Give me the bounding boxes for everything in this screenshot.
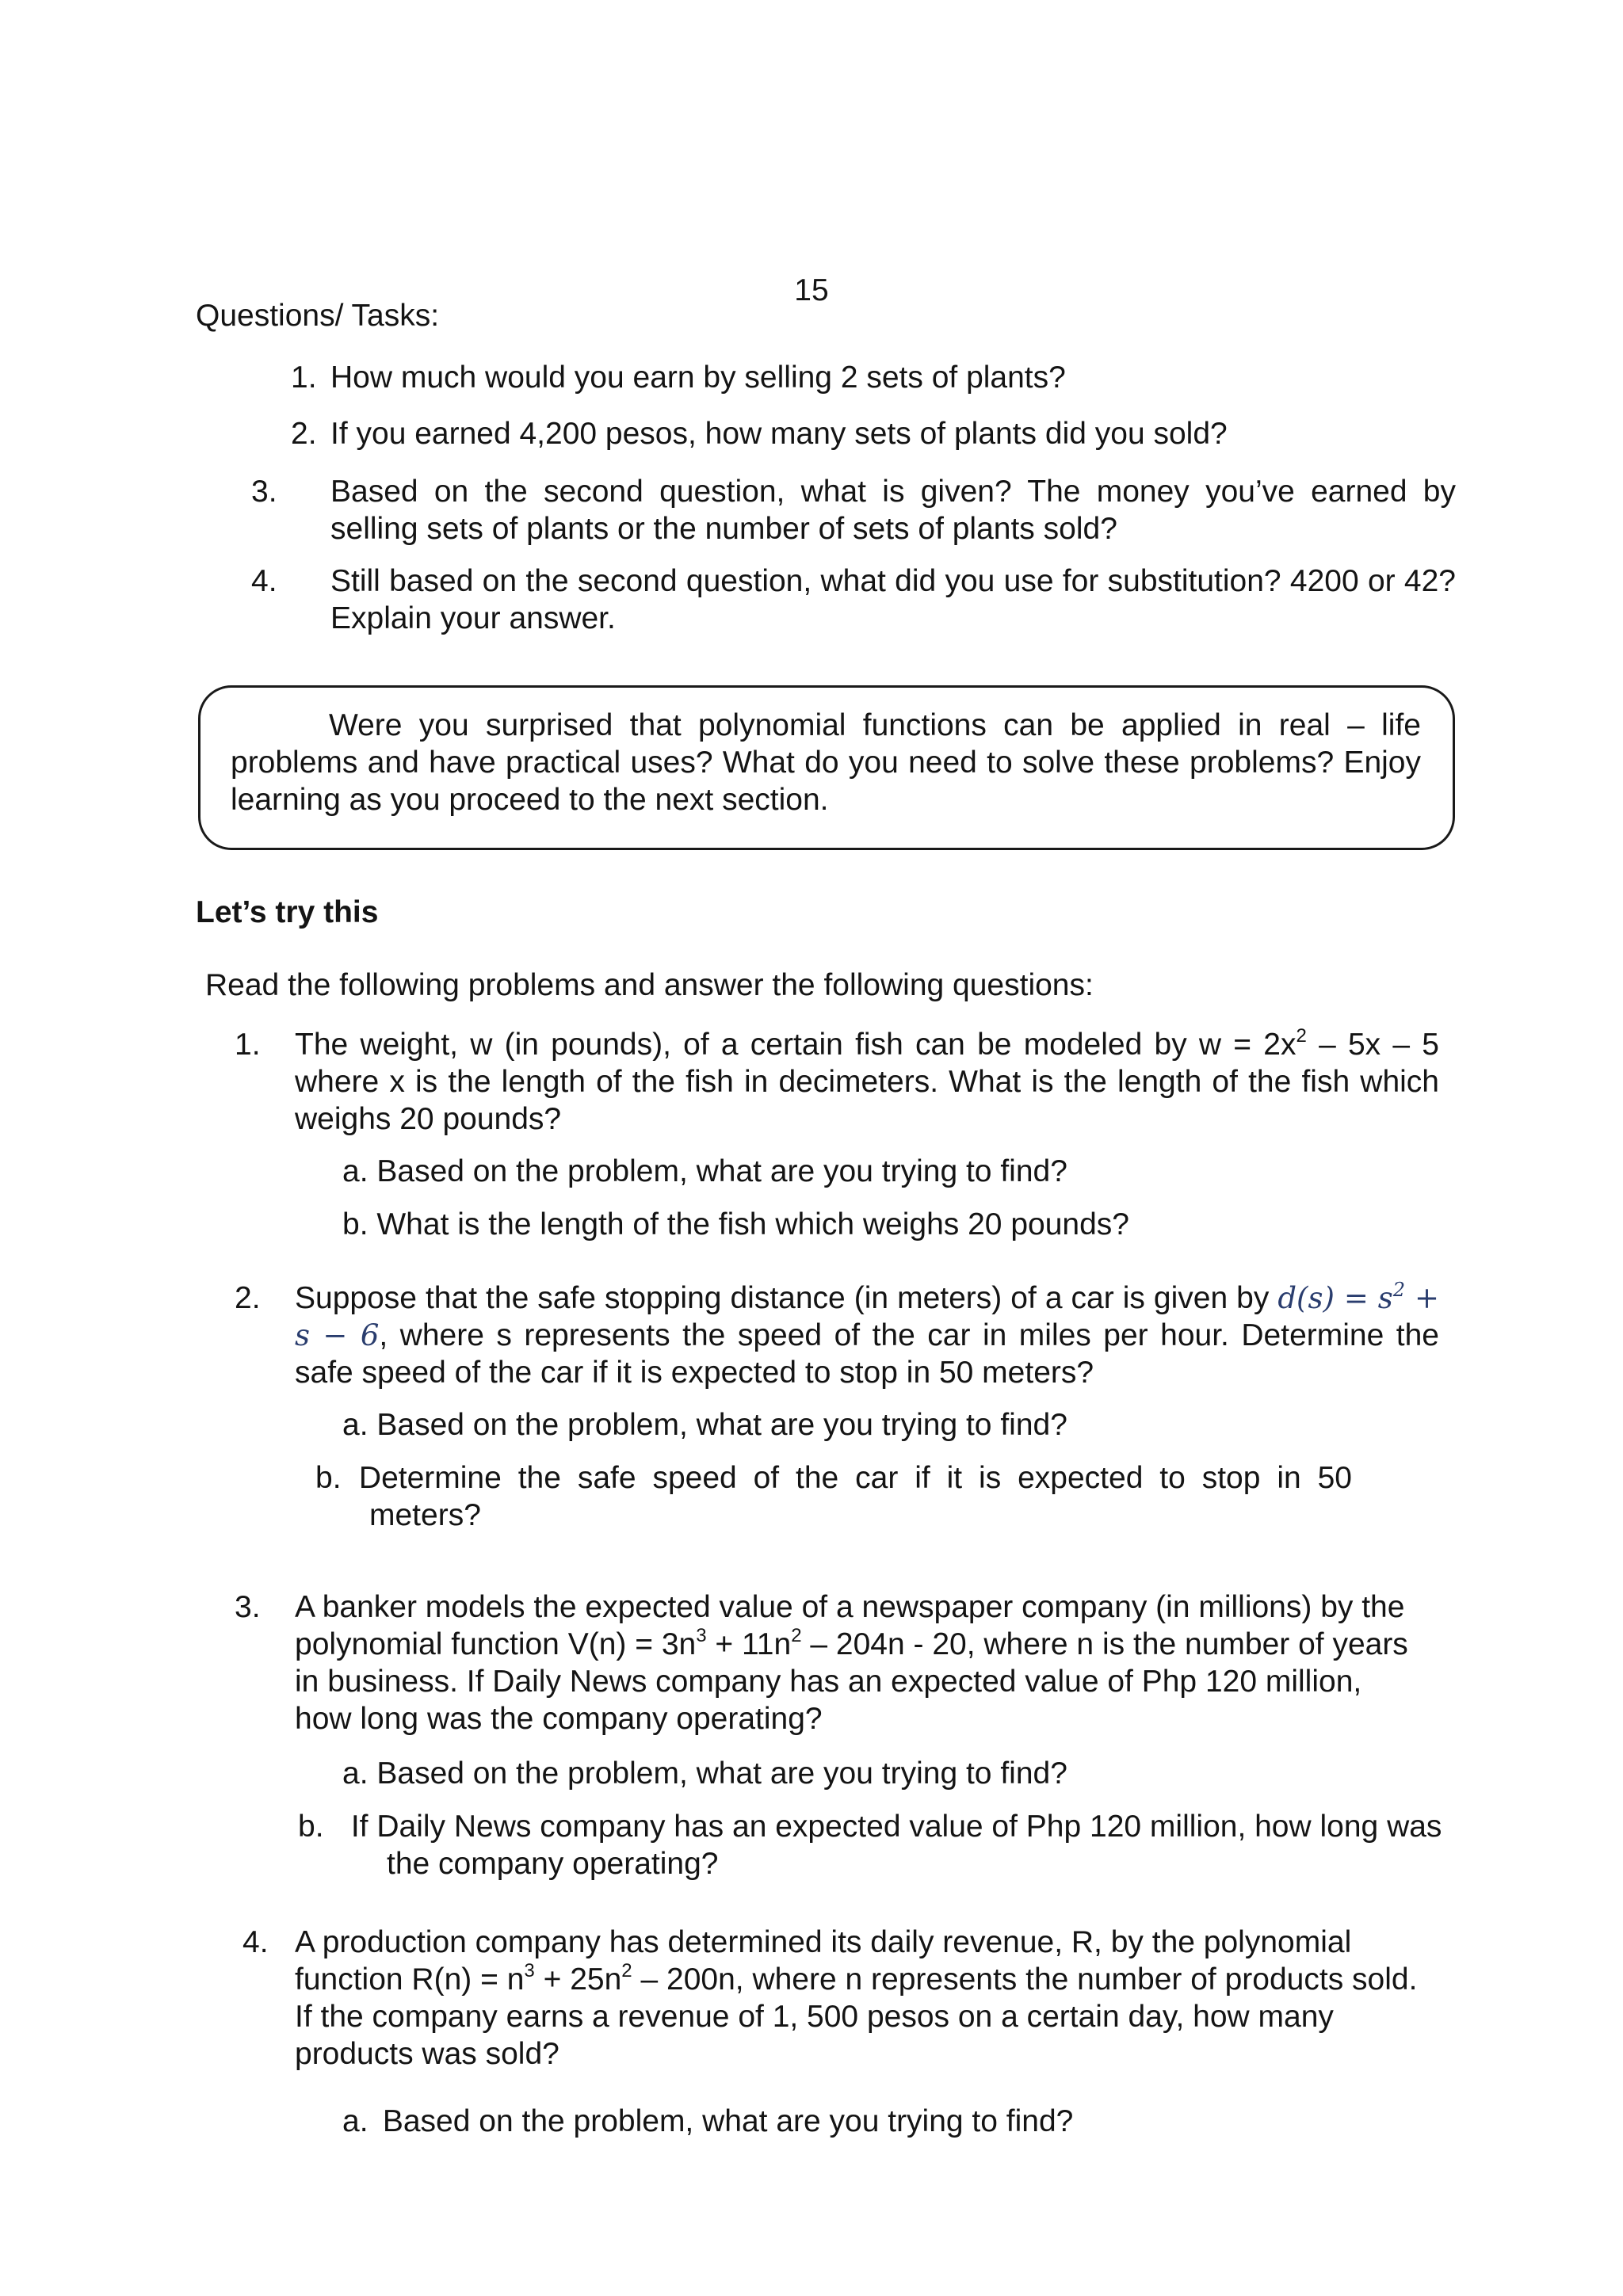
sub-text: Based on the problem, what are you trying to find? [376, 1408, 1067, 1442]
problem-number: 2. [235, 1281, 261, 1315]
problem-4 [242, 1924, 1431, 2073]
subquestion [342, 1153, 1420, 1190]
subquestion [342, 1755, 1420, 1792]
sub-text: If Daily News company has an expected value of Php 120 million, how long was the company operating? [350, 1810, 1442, 1881]
problem-number: 3. [235, 1590, 261, 1624]
section-title: Let’s try this [196, 895, 379, 929]
subquestion [342, 1206, 1420, 1243]
task-number: 4. [251, 564, 277, 598]
sub-text: What is the length of the fish which weighs 20 pounds? [376, 1207, 1129, 1241]
task-item [251, 473, 1456, 547]
task-text: If you earned 4,200 pesos, how many sets of plants did you sold? [330, 417, 1228, 451]
sub-label: a. [342, 1154, 369, 1188]
sub-label: a. [342, 2104, 369, 2138]
task-number: 3. [251, 475, 277, 509]
problem-2 [235, 1280, 1439, 1391]
sub-label: b. [342, 1207, 369, 1241]
sub-text: Determine the safe speed of the car if it is expected to stop in 50 meters? [358, 1461, 1352, 1532]
sub-label: a. [342, 1408, 369, 1442]
problem-number: 1. [235, 1028, 261, 1062]
task-text: Based on the second question, what is given? The money you’ve earned by selling sets of plants or the number of sets of plants sold? [330, 475, 1456, 546]
page-number: 15 [794, 273, 829, 307]
tasks-heading: Questions/ Tasks: [196, 299, 440, 333]
task-number: 2. [291, 417, 317, 451]
sub-text: Based on the problem, what are you trying to find? [376, 1756, 1067, 1791]
task-item [291, 359, 1066, 396]
task-text: Still based on the second question, what did you use for substitution? 4200 or 42? Explain your answer. [330, 564, 1456, 635]
problem-number: 4. [242, 1925, 269, 1959]
subquestion: b. Determine the safe speed of the car if it is expected to stop in 50 meters? [315, 1461, 1352, 1532]
callout-text: Were you surprised that polynomial functions can be applied in real – life problems and have practical uses? What do you need to solve these problems? Enjoy learning as you proceed to the next section. [231, 708, 1421, 817]
sub-text: Based on the problem, what are you trying to find? [376, 1154, 1067, 1188]
callout-box [198, 685, 1455, 850]
subquestion: b. If Daily News company has an expected value of Php 120 million, how long was the company operating? [298, 1810, 1442, 1881]
problem-1 [235, 1026, 1439, 1138]
problem-text: The weight, w (in pounds), of a certain fish can be modeled by $w = 2x^2 - 5x - 5$ where x is the length of the fish in decimeters. What is the length of the fish which weighs 20 pounds? [295, 1025, 1439, 1136]
task-item [251, 563, 1456, 637]
subquestion [342, 2103, 1420, 2140]
problem-text: A production company has determined its daily revenue, R, by the polynomial function $R(n) = n^3 + 25n^2 - 200n$, where n represents the number of products sold. If the company earns a revenue of 1, 500 pesos on a certain day, how many products was sold? [295, 1925, 1418, 2071]
subquestion [342, 1406, 1420, 1444]
formula: $d(s) = s^2 + s - 6$ [295, 1278, 1440, 1352]
task-number: 1. [291, 360, 317, 395]
sub-text: Based on the problem, what are you trying to find? [382, 2104, 1074, 2138]
problem-text: A banker models the expected value of a newspaper company (in millions) by the polynomial function $V(n) = 3n^3 + 11n^2 - 204n - 20$, where n is the number of years in business. If Daily News company has an expected value of Php 120 million, how long was the company operating? [295, 1590, 1408, 1736]
instructions: Read the following problems and answer the following questions: [205, 968, 1094, 1002]
task-item [291, 415, 1228, 452]
task-text: How much would you earn by selling 2 sets of plants? [330, 360, 1066, 395]
problem-3 [235, 1589, 1423, 1737]
problem-text: Suppose that the safe stopping distance (in meters) of a car is given by $d(s) = s^2 + s - 6$, where s represents the speed of the car in miles per hour. Determine the safe speed of the car if it is expected to stop in 50 meters? [295, 1278, 1440, 1390]
sub-label: a. [342, 1756, 369, 1791]
